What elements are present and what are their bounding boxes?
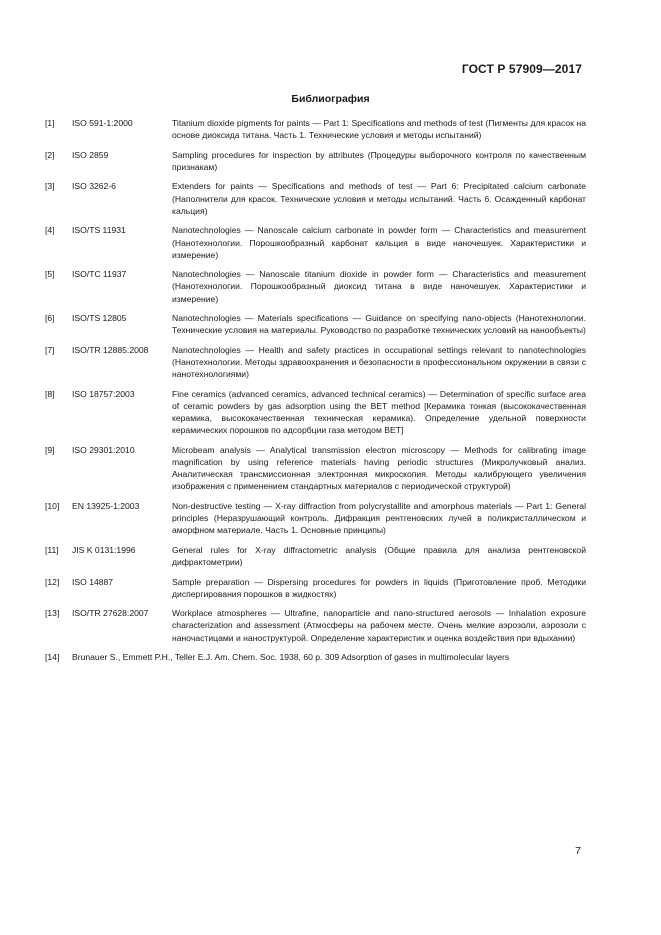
- bibliography-entry: [45, 607, 586, 644]
- entry-standard-code: ISO/TR 12885:2008: [72, 344, 149, 355]
- entry-title: Nanotechnologies — Nanoscale calcium carbonate in powder form — Characteristics and measurement (Нанотехнологии. Порошкообразный карбонат кальция в виде наночешуек. Характеристики и измерение): [172, 225, 586, 260]
- entry-standard-code: ISO/TR 27628:2007: [72, 608, 149, 619]
- entry-standard-code: ISO 591-1:2000: [72, 118, 133, 128]
- bibliography-entry: [45, 544, 586, 568]
- entry-standard-code: ISO 29301:2010: [72, 444, 135, 455]
- entry-title: Titanium dioxide pigments for paints — Part 1: Specifications and methods of test (Пигменты для красок на основе диоксида титана. Часть 1. Технические условия и методы испытаний): [172, 118, 586, 141]
- entry-title: Workplace atmospheres — Ultrafine, nanoparticle and nano-structured aerosols — Inhalation exposure characterization and assessment (Атмосферы на рабочем месте. Очень мелкие аэрозоли, аэрозоли с наночастицами и наноструктурой. Определение характеристик и оценка воздействия при вдыхании): [172, 608, 586, 643]
- entry-number: [12]: [45, 576, 60, 587]
- entry-standard-code: ISO 2859: [72, 149, 109, 160]
- entry-standard-code: ISO 18757:2003: [72, 388, 135, 399]
- entry-reference: Brunauer S., Emmett P.H., Teller E.J. Am. Chem. Soc. 1938, 60 p. 309 Adsorption of gases in multimolecular layers: [72, 652, 510, 663]
- bibliography-entry: [45, 388, 586, 437]
- entry-number: [10]: [45, 500, 60, 511]
- entry-title: Extenders for paints — Specifications and methods of test — Part 6: Precipitated calcium carbonate (Наполнители для красок. Технические условия и методы испытаний. Часть 6. Осажденный карбонат кальция): [172, 181, 586, 216]
- entry-number: [11]: [45, 544, 59, 555]
- entry-standard-code: ISO/TS 11931: [72, 225, 126, 236]
- bibliography-entry: [45, 576, 586, 600]
- bibliography-entry: [45, 180, 586, 217]
- bibliography-entry: [45, 444, 586, 493]
- entry-standard-code: ISO 3262-6: [72, 181, 116, 192]
- standard-code-header: ГОСТ Р 57909—2017: [461, 62, 582, 76]
- entry-title: Non-destructive testing — X-ray diffraction from polycrystallite and amorphous materials — Part 1: General principles (Неразрушающий контроль. Дифракция рентгеновских лучей в поликристаллическом и аморфном материале. Часть 1. Основные принципы): [172, 500, 586, 536]
- bibliography-entry: [45, 312, 586, 336]
- entry-number: [9]: [45, 444, 55, 455]
- bibliography-entry: [45, 268, 586, 305]
- entry-title: Sampling procedures for inspection by attributes (Процедуры выборочного контроля по качественным признакам): [172, 149, 586, 172]
- entry-number: [1]: [45, 118, 55, 128]
- entry-title: Microbeam analysis — Analytical transmission electron microscopy — Methods for calibrating image magnification by using reference materials having periodic structures (Микролучковый анализ. Аналитическая трансмиссионная электронная микроскопия. Методы калибрующего увеличения изображения с применением стандартных материалов с периодической структурой): [172, 444, 586, 492]
- entry-standard-code: ISO 14887: [72, 576, 114, 587]
- entry-number: [6]: [45, 313, 55, 324]
- entry-number: [7]: [45, 344, 55, 355]
- entry-title: Fine ceramics (advanced ceramics, advanced technical ceramics) — Determination of specific surface area of ceramic powders by gas adsorption using the BET method [Керамика тонкая (высококачественная керамика, высококачественная техническая керамика). Определение удельной поверхности керамических порошков по адсорбции газа методом BET]: [172, 388, 586, 436]
- entry-standard-code: ISO/TS 12805: [72, 313, 127, 324]
- entry-standard-code: EN 13925-1:2003: [72, 500, 140, 511]
- entry-number: [3]: [45, 181, 55, 192]
- bibliography-entry: [45, 344, 586, 381]
- entry-number: [4]: [45, 225, 55, 236]
- entry-standard-code: ISO/TC 11937: [72, 269, 127, 280]
- entry-title: Nanotechnologies — Materials specifications — Guidance on specifying nano-objects (Нанотехнологии. Технические условия на материалы. Руководство по разработке технических условий на нанообъекты): [172, 313, 586, 336]
- bibliography-entry: [45, 149, 586, 173]
- entry-title: General rules for X-ray diffractometric analysis (Общие правила для анализа рентгеновской дифрактометрии): [172, 544, 586, 568]
- bibliography-entry: [45, 651, 586, 663]
- bibliography-entry: [45, 500, 586, 537]
- entry-title: Nanotechnologies — Nanoscale titanium dioxide in powder form — Characteristics and measurement (Нанотехнологии. Порошкообразный диоксид титана в виде наночешуек. Характеристики и измерение): [172, 269, 586, 304]
- bibliography-list: [45, 117, 586, 671]
- entry-number: [13]: [45, 608, 60, 619]
- bibliography-entry: [45, 117, 586, 141]
- entry-number: [5]: [45, 269, 55, 280]
- entry-number: [8]: [45, 388, 55, 399]
- entry-title: Nanotechnologies — Health and safety practices in occupational settings relevant to nanotechnologies (Нанотехнологии. Методы здравоохранения и безопасности в профессиональном окружении в связи с нанотехнологиями): [172, 344, 586, 380]
- bibliography-entry: [45, 224, 586, 261]
- entry-number: [2]: [45, 149, 55, 160]
- entry-number: [14]: [45, 652, 60, 663]
- page-number: 7: [575, 845, 581, 857]
- entry-title: Sample preparation — Dispersing procedures for powders in liquids (Приготовление проб. Методики диспергирования порошков в жидкостях): [172, 576, 586, 599]
- entry-standard-code: JIS K 0131:1996: [72, 544, 136, 555]
- section-title: Библиография: [291, 93, 370, 105]
